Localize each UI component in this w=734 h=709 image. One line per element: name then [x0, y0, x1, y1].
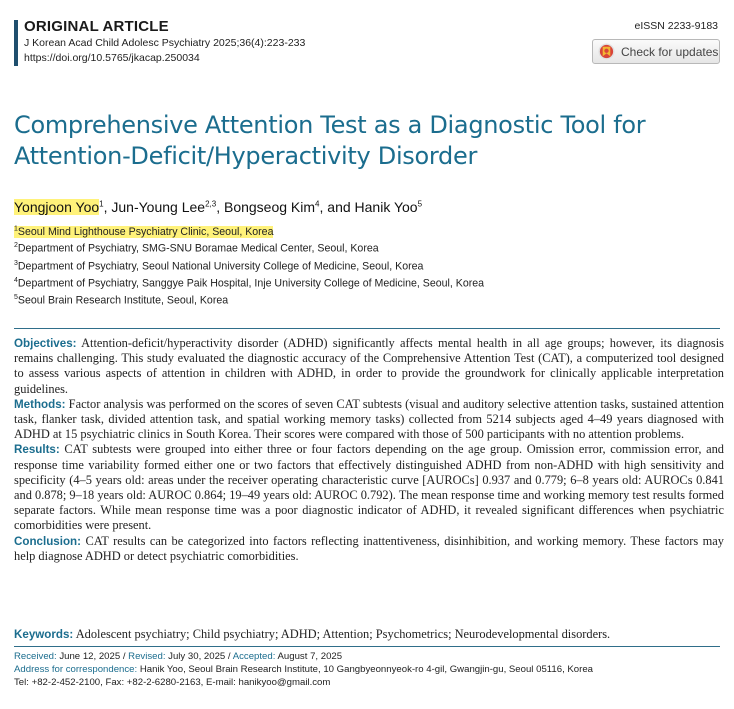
author-affiliation-ref: 1 — [99, 199, 104, 209]
affiliation-text: Department of Psychiatry, Sanggye Paik Hospital, Inje University College of Medicine, Seoul, Korea — [17, 277, 485, 290]
keywords — [14, 627, 610, 642]
affiliation-item — [14, 222, 484, 239]
affiliation-number: 5 — [14, 294, 18, 302]
author-affiliation-ref: 4 — [315, 199, 320, 209]
journal-citation: J Korean Acad Child Adolesc Psychiatry 2025;36(4):223-233 — [24, 37, 306, 49]
affiliation-text: Department of Psychiatry, Seoul National University College of Medicine, Seoul, Korea — [17, 260, 424, 273]
article-dates: Received: June 12, 2025 / Revised: July 30, 2025 / Accepted: August 7, 2025 — [14, 651, 343, 662]
affiliation-number: 1 — [14, 225, 18, 232]
revised-label: Revised: — [128, 651, 166, 662]
crossmark-icon — [598, 43, 615, 60]
abstract — [14, 336, 724, 564]
conclusion-text: CAT results can be categorized into factors reflecting inattentiveness, disinhibition, and working memory. These factors may help diagnose ADHD or detect psychiatric comorbidities. — [14, 533, 724, 563]
title-line-2: Attention-Deficit/Hyperactivity Disorder — [14, 142, 478, 170]
title-line-1: Comprehensive Attention Test as a Diagnostic Tool for — [14, 111, 646, 139]
keywords-label: Keywords: — [14, 628, 74, 641]
author-name[interactable]: Jun-Young Lee — [111, 199, 206, 215]
author-name[interactable]: Yongjoon Yoo — [14, 199, 100, 215]
abstract-objectives — [14, 336, 724, 397]
author-name[interactable]: Bongseog Kim — [223, 199, 316, 215]
affiliation-item — [14, 274, 484, 291]
check-for-updates-label: Check for updates — [621, 44, 719, 59]
author-separator: , — [216, 199, 224, 215]
affiliation-number: 2 — [14, 242, 18, 250]
article-header — [14, 16, 720, 68]
received-date: June 12, 2025 — [59, 651, 121, 662]
affiliation-text: Seoul Brain Research Institute, Seoul, Korea — [17, 294, 229, 307]
abstract-results — [14, 442, 724, 533]
affiliation-text: Department of Psychiatry, SMG-SNU Boramae Medical Center, Seoul, Korea — [17, 242, 379, 255]
author-separator: , and — [319, 199, 355, 215]
check-for-updates-button[interactable] — [592, 39, 720, 64]
accepted-date: August 7, 2025 — [277, 651, 343, 662]
contact-info: Tel: +82-2-452-2100, Fax: +82-2-6280-2163, E-mail: hanikyoo@gmail.com — [14, 677, 331, 689]
methods-text: Factor analysis was performed on the scores of seven CAT subtests (visual and auditory selective attention tasks, sustained attention task, flanker task, divided attention task, and spatial working memory tasks) collected from 5214 subjects aged 4–49 years diagnosed with ADHD at 15 psychiatric clinics in South Korea. Their scores were compared with those of 500 participants with no attention problems. — [14, 396, 724, 442]
abstract-top-divider — [14, 328, 720, 329]
affiliation-item — [14, 291, 484, 308]
author-name[interactable]: Hanik Yoo — [354, 199, 418, 215]
correspondence-address: Hanik Yoo, Seoul Brain Research Institute, 10 Gangbyeonnyeok-ro 4-gil, Gwangjin-gu, Seoul 05116, Korea — [139, 664, 594, 676]
header-accent-bar — [14, 20, 18, 66]
objectives-label: Objectives: — [14, 337, 77, 350]
article-title — [14, 110, 704, 172]
objectives-text: Attention-deficit/hyperactivity disorder (ADHD) significantly affects mental health in all age groups; however, its diagnosis remains challenging. This study evaluated the diagnostic accuracy of the Comprehensive Attention Test (CAT), a computerized tool designed to assess various aspects of attention in children with ADHD, in order to provide the groundwork for clinically applicable interpretation guidelines. — [14, 336, 724, 396]
article-type: ORIGINAL ARTICLE — [24, 18, 169, 35]
correspondence-label: Address for correspondence: — [14, 664, 138, 676]
author-affiliation-ref: 2,3 — [205, 199, 217, 209]
results-text: CAT subtests were grouped into either three or four factors depending on the age group. Omission error, commission error, and response time variability formed either one or two factors that effectively distinguished ADHD from non-ADHD with high sensitivity and specificity (4–5 years old: areas under the receiver operating characteristic curve [AUROCs] 0.937 and 0.779; 6–8 years old: AUROCs 0.841 and 0.878; 9–18 years old: AUROC 0.864; 19–49 years old: AUROC 0.792). The mean response time and working memory test results formed separate factors. While mean response time was a poor diagnostic indicator of ADHD, it revealed significant differences when psychiatric comorbidities were present. — [14, 442, 724, 533]
affiliation-list — [14, 222, 484, 309]
accepted-label: Accepted: — [232, 651, 276, 662]
abstract-conclusion — [14, 534, 724, 564]
affiliation-number: 3 — [14, 259, 18, 267]
author-affiliation-ref: 5 — [417, 199, 423, 209]
eissn: eISSN 2233-9183 — [634, 20, 718, 32]
affiliation-item — [14, 257, 484, 274]
abstract-methods — [14, 397, 724, 443]
correspondence — [14, 663, 593, 676]
abstract-bottom-divider — [14, 646, 720, 647]
revised-date: July 30, 2025 — [168, 651, 226, 662]
methods-label: Methods: — [14, 397, 66, 411]
doi-link[interactable]: https://doi.org/10.5765/jkacap.250034 — [24, 52, 200, 64]
author-separator: , — [103, 199, 112, 215]
article-metadata — [14, 650, 593, 690]
affiliation-number: 4 — [14, 276, 18, 284]
results-label: Results: — [14, 443, 60, 457]
affiliation-text: Seoul Mind Lighthouse Psychiatry Clinic, Seoul, Korea — [17, 225, 274, 238]
affiliation-item — [14, 239, 484, 256]
keywords-text: Adolescent psychiatry; Child psychiatry; ADHD; Attention; Psychometrics; Neurodevelopmental disorders. — [75, 627, 611, 641]
received-label: Received: — [14, 651, 57, 662]
conclusion-label: Conclusion: — [14, 534, 81, 548]
author-list — [14, 199, 422, 215]
